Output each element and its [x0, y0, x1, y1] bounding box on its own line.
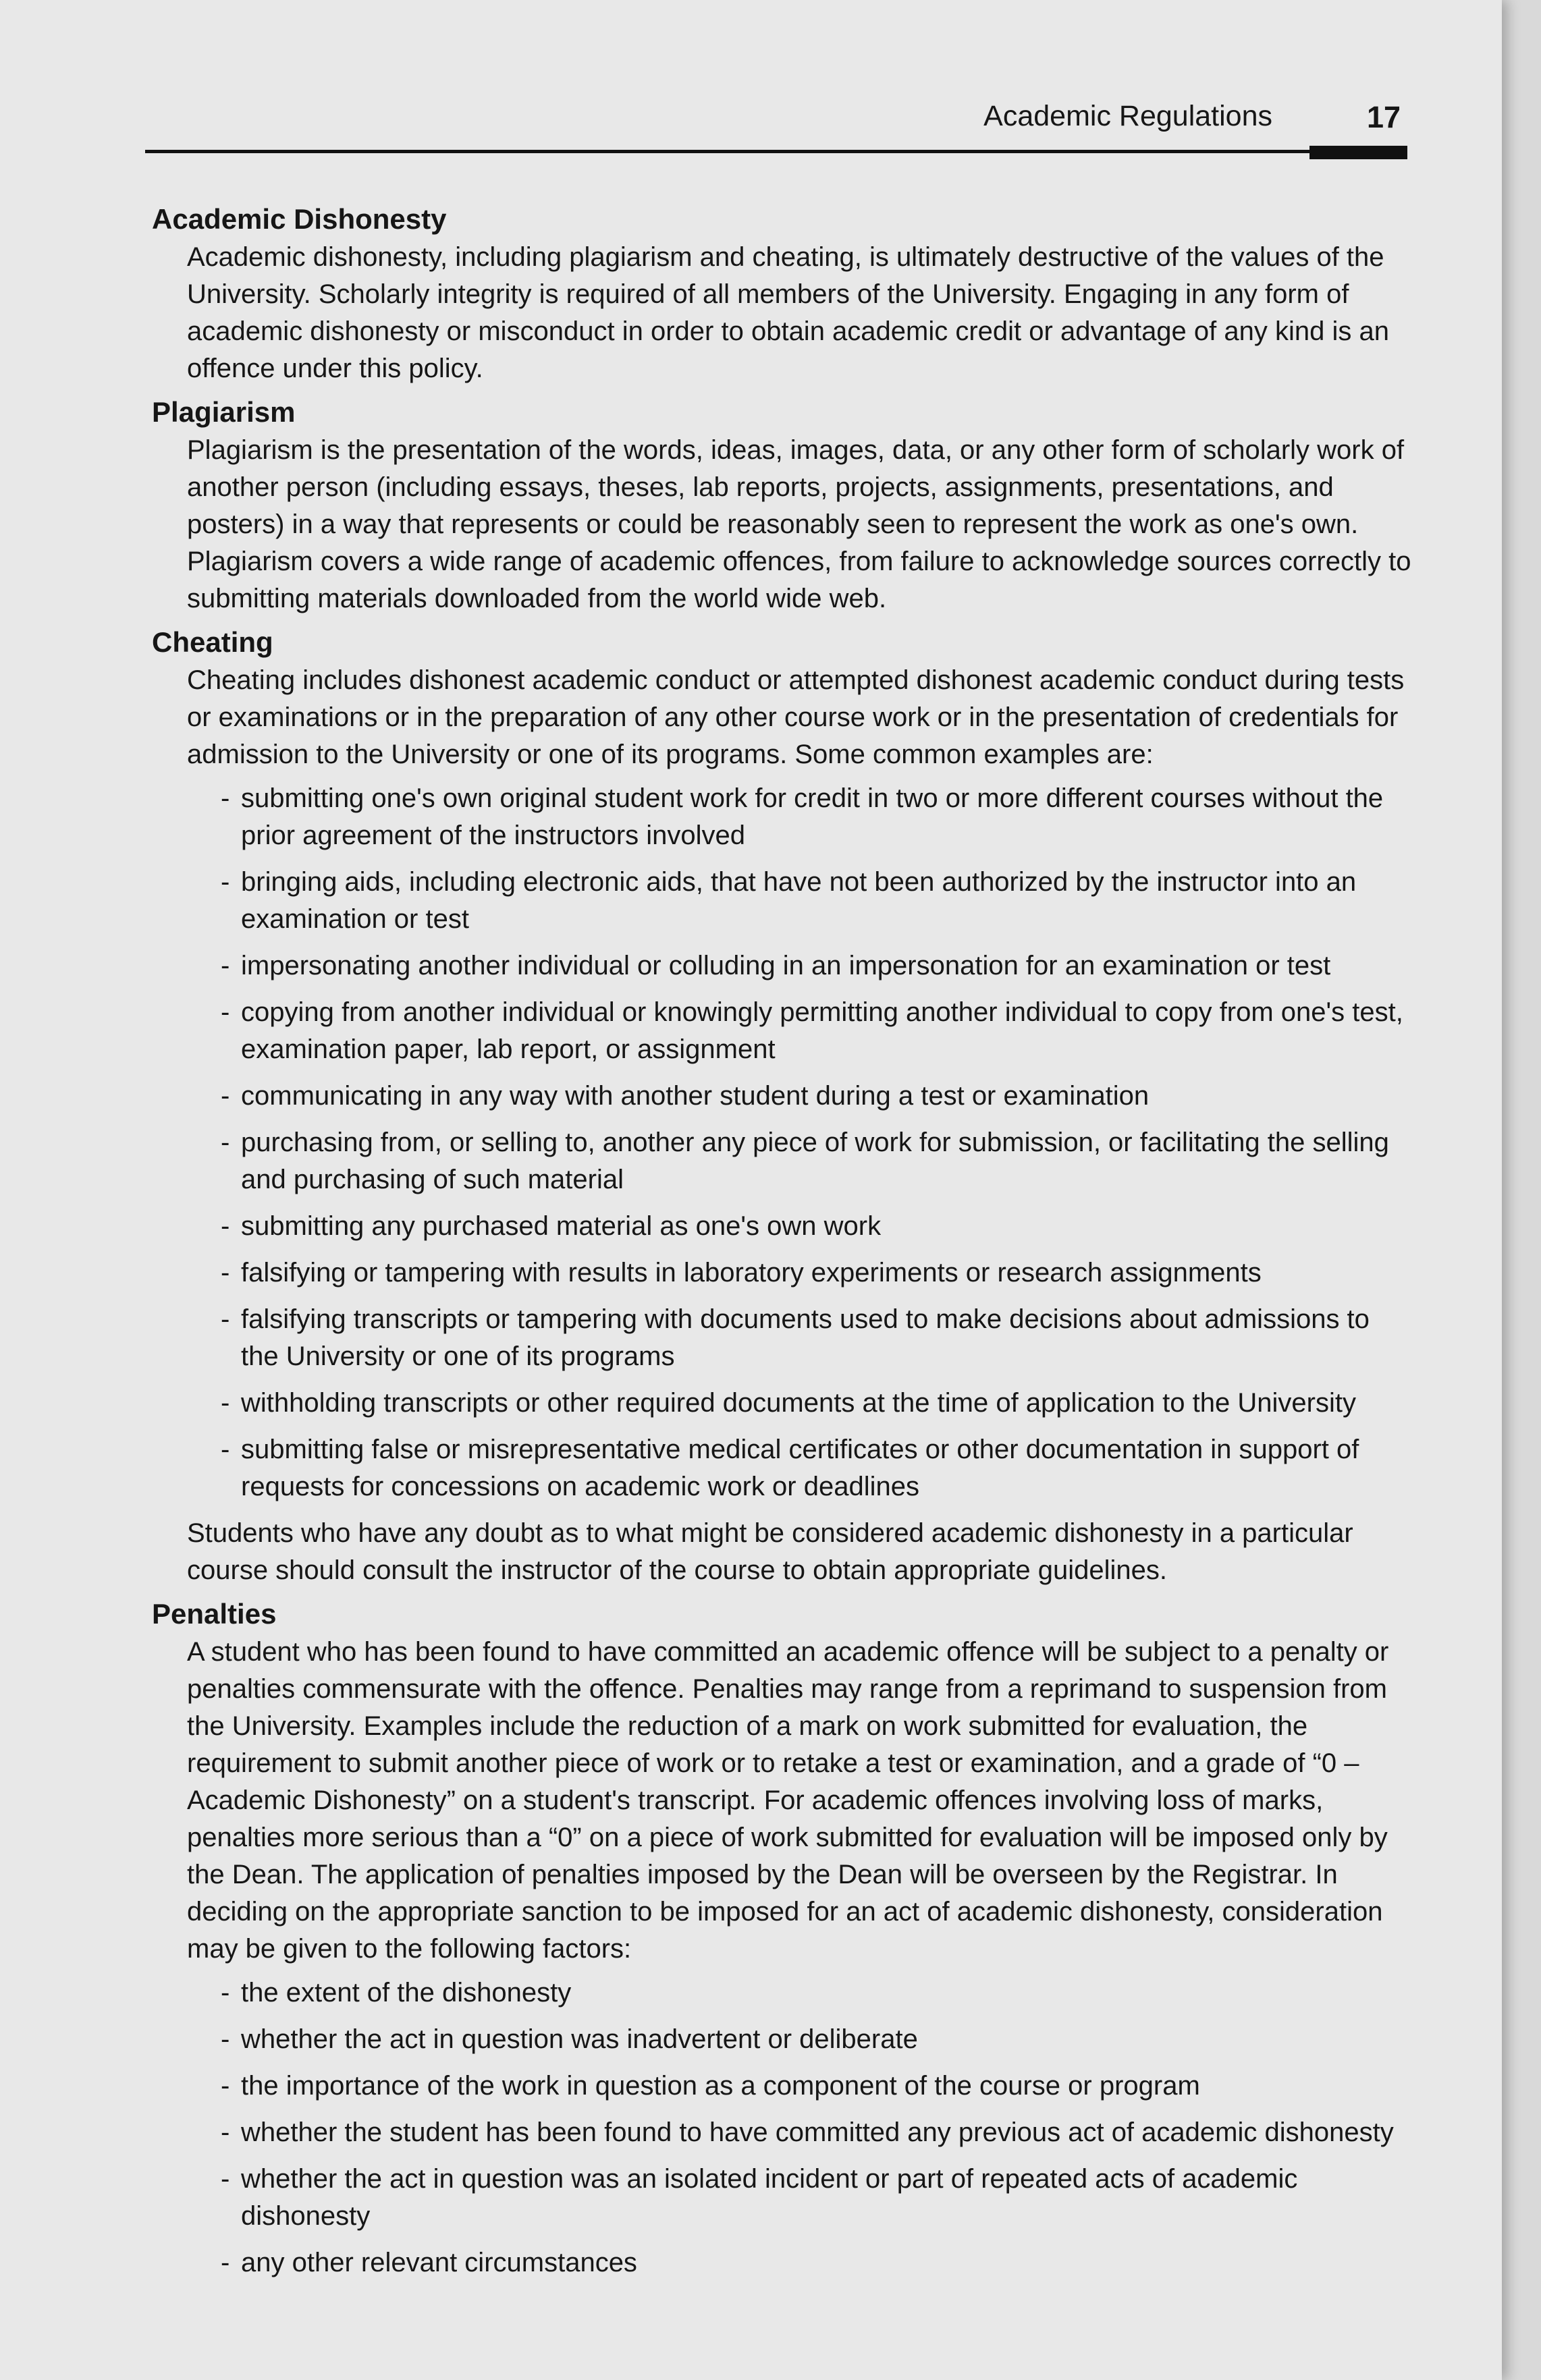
section-heading: Academic Dishonesty [152, 203, 447, 235]
running-head-title: Academic Regulations [983, 100, 1272, 132]
list-item: - falsifying transcripts or tampering with documents used to make decisions about admissions to the University or one of its programs [221, 1301, 1414, 1375]
section-academic-dishonesty [152, 200, 1414, 387]
list-item: - communicating in any way with another student during a test or examination [221, 1078, 1414, 1115]
list-item: - the extent of the dishonesty [221, 1974, 1414, 2012]
section-heading: Plagiarism [152, 396, 296, 428]
penalty-factors-list [152, 1974, 1414, 2281]
page-number: 17 [1366, 100, 1401, 134]
list-item: - submitting false or misrepresentative medical certificates or other documentation in support of requests for concessions on academic work or deadlines [221, 1431, 1414, 1505]
header-tab-mark [1309, 146, 1407, 159]
header-rule [145, 150, 1407, 153]
section-heading: Penalties [152, 1598, 277, 1630]
section-paragraph: Academic dishonesty, including plagiarism and cheating, is ultimately destructive of the values of the University. Scholarly integrity is required of all members of the University. Engaging in any form of academic dishonesty or misconduct in order to obtain academic credit or advantage of any kind is an offence under this policy. [187, 242, 1389, 383]
list-item: - whether the student has been found to have committed any previous act of academic dishonesty [221, 2114, 1414, 2151]
list-item: - submitting one's own original student work for credit in two or more different courses without the prior agreement of the instructors involved [221, 780, 1414, 854]
list-item: - impersonating another individual or colluding in an impersonation for an examination or test [221, 947, 1414, 985]
section-plagiarism [152, 393, 1414, 617]
list-item: - bringing aids, including electronic aids, that have not been authorized by the instructor into an examination or test [221, 864, 1414, 938]
section-cheating [152, 623, 1414, 1589]
section-penalties [152, 1595, 1414, 2281]
list-item: - falsifying or tampering with results in laboratory experiments or research assignments [221, 1254, 1414, 1292]
page-header [145, 100, 1407, 154]
section-heading: Cheating [152, 626, 273, 658]
section-paragraph: A student who has been found to have committed an academic offence will be subject to a penalty or penalties commensurate with the offence. Penalties may range from a reprimand to suspension from the University. Examples include the reduction of a mark on work submitted for evaluation, the requirement to submit another piece of work or to retake a test or examination, and a grade of “0 – Academic Dishonesty” on a student's transcript. For academic offences involving loss of marks, penalties more serious than a “0” on a piece of work submitted for evaluation will be imposed only by the Dean. The application of penalties imposed by the Dean will be overseen by the Registrar. In deciding on the appropriate sanction to be imposed for an act of academic dishonesty, consideration may be given to the following factors: [187, 1637, 1389, 1964]
page-body [152, 200, 1414, 2291]
list-item: - the importance of the work in question as a component of the course or program [221, 2068, 1414, 2105]
list-item: - withholding transcripts or other required documents at the time of application to the University [221, 1385, 1414, 1422]
list-item: - submitting any purchased material as one's own work [221, 1208, 1414, 1245]
list-item: - whether the act in question was an isolated incident or part of repeated acts of academic dishonesty [221, 2161, 1414, 2235]
section-paragraph: Plagiarism is the presentation of the words, ideas, images, data, or any other form of scholarly work of another person (including essays, theses, lab reports, projects, assignments, presentations, and posters) in a way that represents or could be reasonably seen to represent the work as one's own. Plagiarism covers a wide range of academic offences, from failure to acknowledge sources correctly to submitting materials downloaded from the world wide web. [187, 435, 1411, 613]
list-item: - purchasing from, or selling to, another any piece of work for submission, or facilitating the selling and purchasing of such material [221, 1124, 1414, 1198]
list-item: - whether the act in question was inadvertent or deliberate [221, 2021, 1414, 2058]
section-paragraph: Cheating includes dishonest academic conduct or attempted dishonest academic conduct during tests or examinations or in the preparation of any other course work or in the presentation of credentials for admission to the University or one of its programs. Some common examples are: [187, 665, 1405, 769]
list-item: - copying from another individual or knowingly permitting another individual to copy from one's test, examination paper, lab report, or assignment [221, 994, 1414, 1068]
cheating-examples-list [152, 780, 1414, 1505]
list-item: - any other relevant circumstances [221, 2244, 1414, 2281]
cheating-closing-paragraph: Students who have any doubt as to what might be considered academic dishonesty in a particular course should consult the instructor of the course to obtain appropriate guidelines. [187, 1518, 1353, 1585]
